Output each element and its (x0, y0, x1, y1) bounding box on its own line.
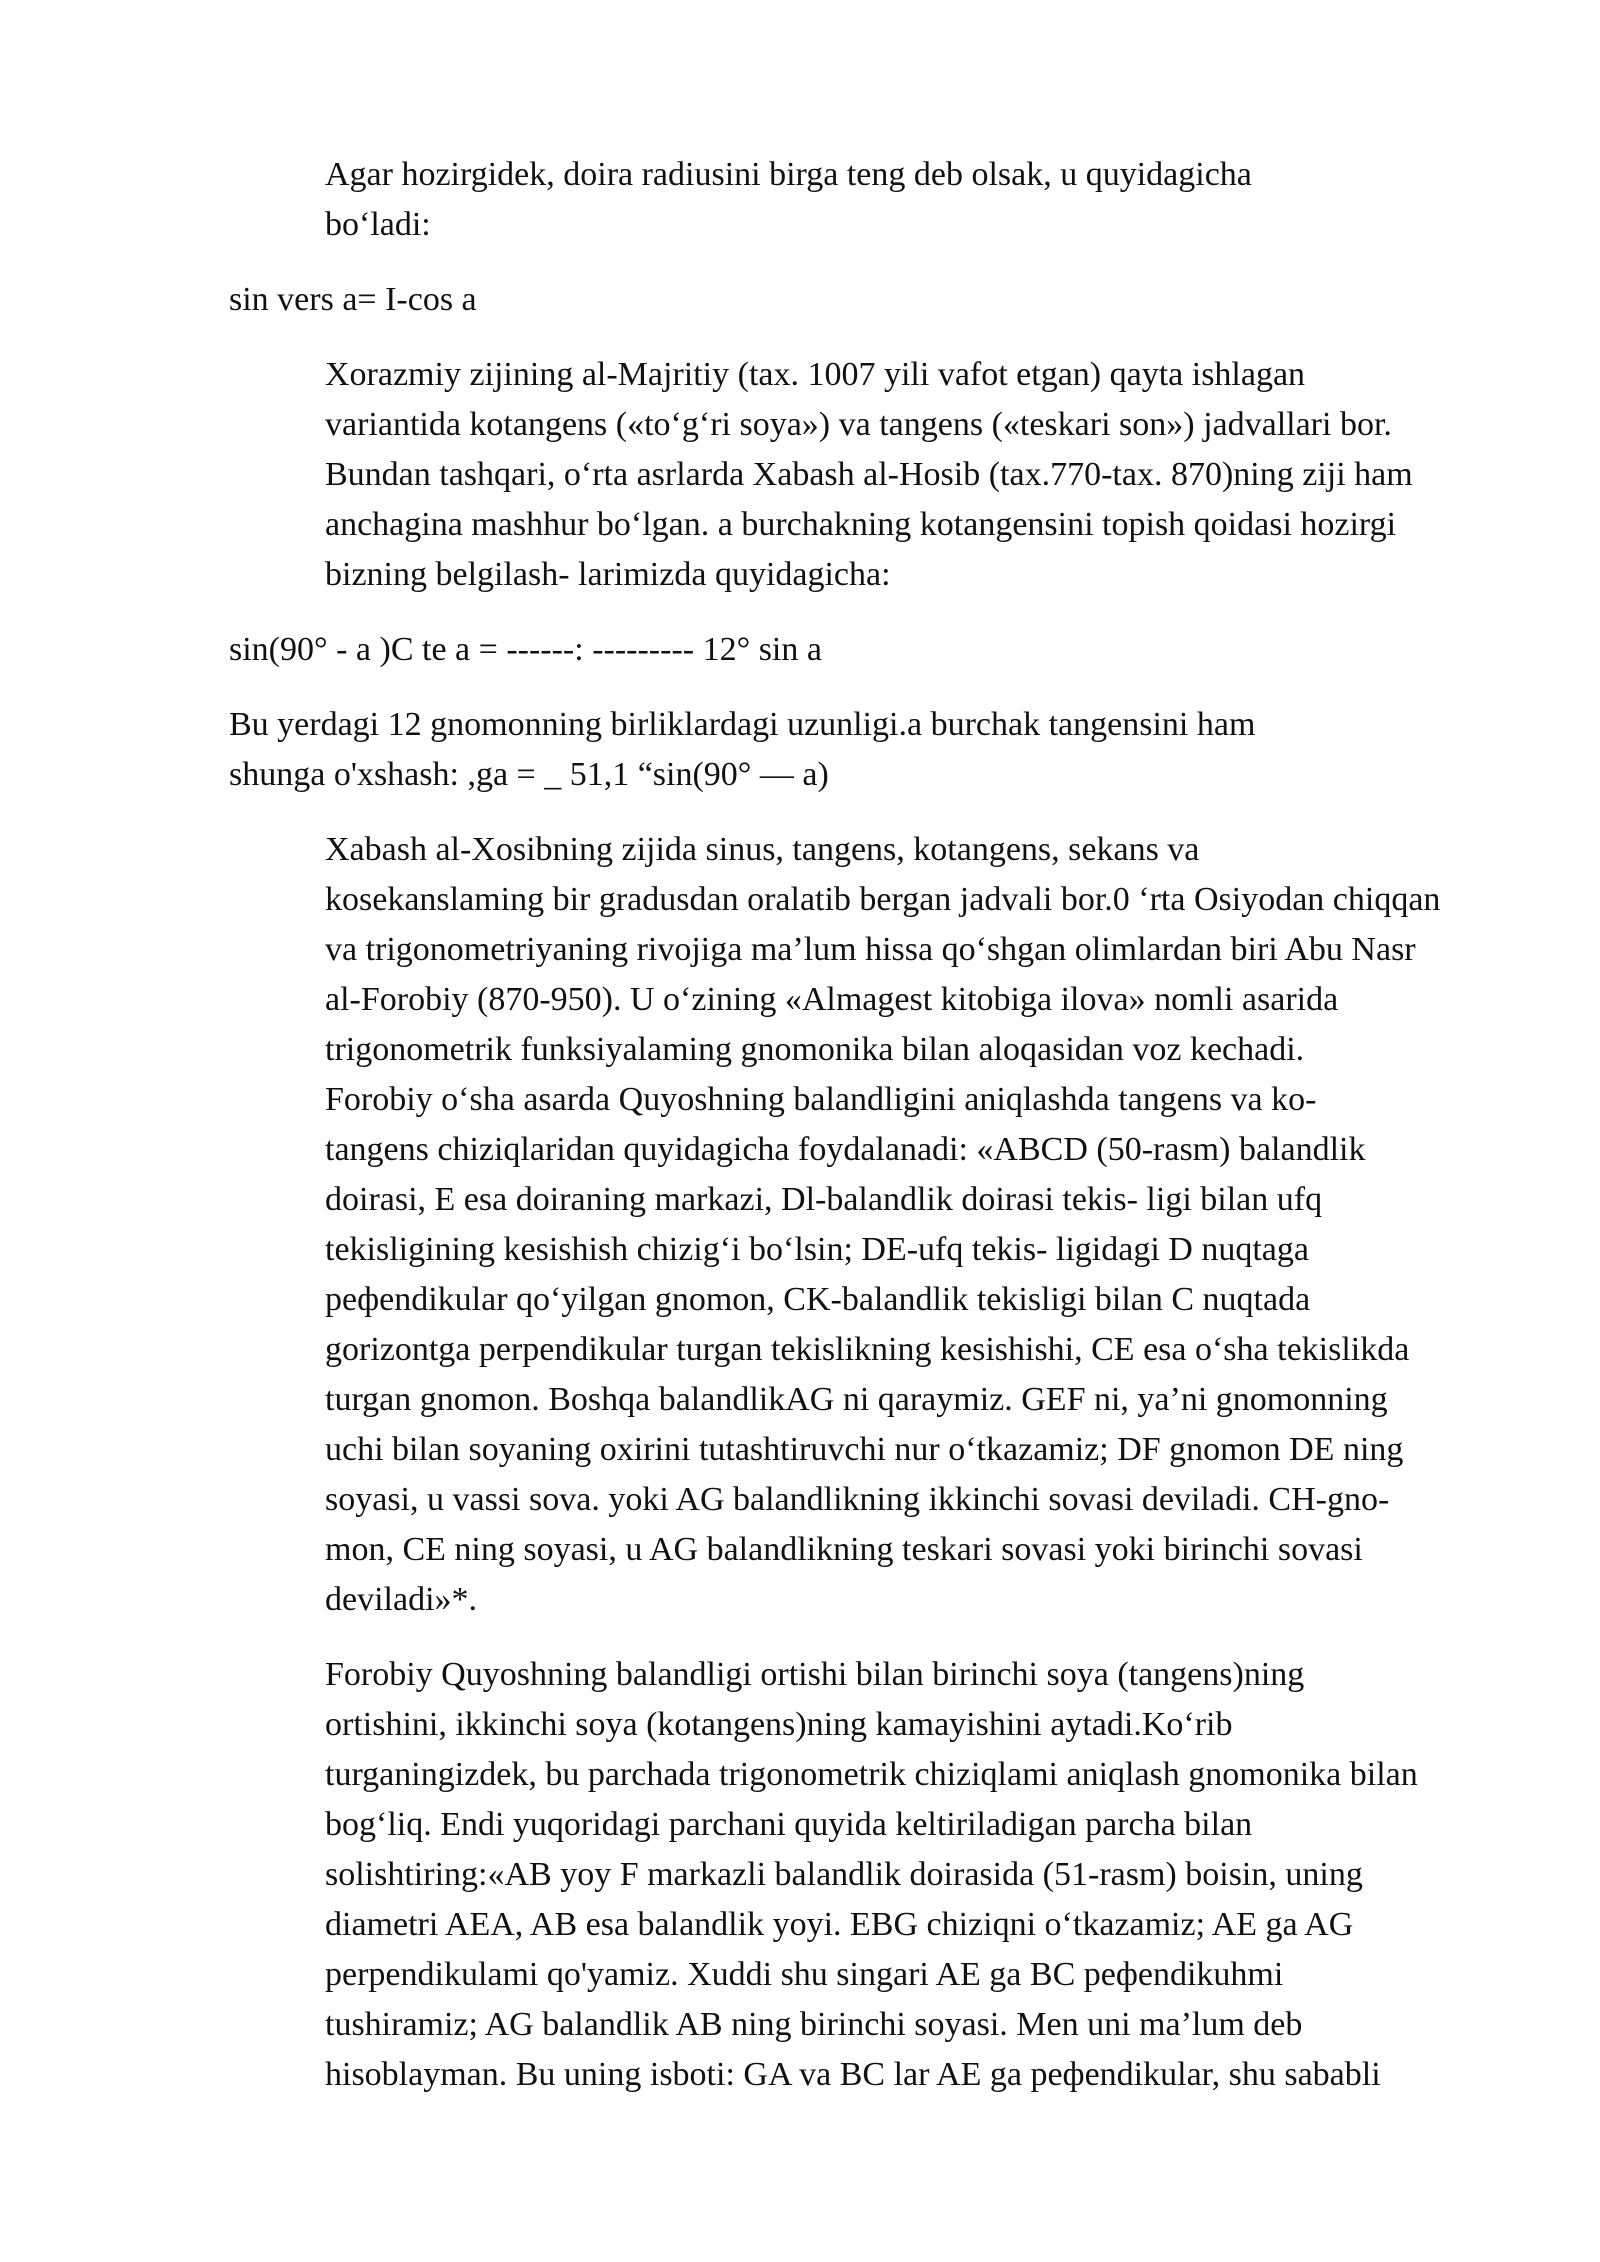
formula-sin-vers (229, 275, 1489, 325)
text-line: perpendikulami qo'yamiz. Xuddi shu singari AE ga BC peфendikuhmi (325, 1956, 1284, 1993)
text-line: bizning belgilash- larimizda quyidagicha: (325, 556, 891, 593)
paragraph-7 (229, 1650, 1489, 2100)
text-line: Agar hozirgidek, doira radiusini birga teng deb olsak, u quyidagicha (325, 156, 1252, 193)
text-line: tangens chiziqlaridan quyidagicha foydalanadi: «ABCD (50-rasm) balandlik (325, 1131, 1366, 1168)
text-line: mon, CE ning soyasi, u AG balandlikning teskari sovasi yoki birinchi sovasi (325, 1531, 1363, 1568)
text-line: tekisligining kesishish chizig‘i bo‘lsin; DE-ufq tekis- ligidagi D nuqtaga (325, 1231, 1309, 1268)
text-line: trigonometrik funksiyalaming gnomonika bilan aloqasidan voz kechadi. (325, 1031, 1305, 1068)
text-line: al-Forobiy (870-950). U o‘zining «Almagest kitobiga ilova» nomli asarida (325, 981, 1339, 1018)
text-line: turganingizdek, bu parchada trigonometrik chiziqlami aniqlash gnomonika bilan (325, 1756, 1418, 1793)
text-line: gorizontga perpendikular turgan tekislikning kesishishi, CE esa o‘sha tekislikda (325, 1331, 1410, 1368)
text-line: ortishini, ikkinchi soya (kotangens)ning kamayishini aytadi.Ko‘rib (325, 1706, 1233, 1743)
text-line: Bundan tashqari, o‘rta asrlarda Xabash al-Hosib (tax.770-tax. 870)ning ziji ham (325, 456, 1413, 493)
text-line: Forobiy o‘sha asarda Quyoshning balandligini aniqlashda tangens va ko- (325, 1081, 1317, 1118)
text-line: solishtiring:«AB yoy F markazli balandlik doirasida (51-rasm) boisin, uning (325, 1856, 1363, 1893)
text-line: diametri AEA, AB esa balandlik yoyi. EBG chiziqni o‘tkazamiz; AE ga AG (325, 1906, 1354, 1943)
text-line: Bu yerdagi 12 gnomonning birliklardagi uzunligi.a burchak tangensini ham (229, 706, 1256, 743)
paragraph-6 (229, 825, 1489, 1625)
text-line: Xabash al-Xosibning zijida sinus, tangens, kotangens, sekans va (325, 831, 1200, 868)
text-line: Forobiy Quyoshning balandligi ortishi bilan birinchi soya (tangens)ning (325, 1656, 1305, 1693)
text-line: uchi bilan soyaning oxirini tutashtiruvchi nur o‘tkazamiz; DF gnomon DE ning (325, 1431, 1404, 1468)
text-line: bo‘ladi: (325, 206, 431, 243)
text-line: turgan gnomon. Boshqa balandlikAG ni qaraymiz. GEF ni, ya’ni gnomonning (325, 1381, 1388, 1418)
text-line: Xorazmiy zijining al-Majritiy (tax. 1007 yili vafot etgan) qayta ishlagan (325, 356, 1306, 393)
text-line: peфendikular qo‘yilgan gnomon, CK-balandlik tekisligi bilan C nuqtada (325, 1281, 1311, 1318)
text-line: variantida kotangens («to‘g‘ri soya») va tangens («teskari son») jadvallari bor. (325, 406, 1392, 443)
text-line: hisoblayman. Bu uning isboti: GA va BC lar AE ga peфendikular, shu sababli (325, 2056, 1381, 2093)
formula-cotangent (229, 625, 1489, 675)
paragraph-1 (229, 150, 1489, 250)
paragraph-3 (229, 350, 1489, 600)
text-line: anchagina mashhur bo‘lgan. a burchakning kotangensini topish qoidasi hozirgi (325, 506, 1397, 543)
text-line: doirasi, E esa doiraning markazi, Dl-balandlik doirasi tekis- ligi bilan ufq (325, 1181, 1323, 1218)
text-line: shunga o'xshash: ,ga = _ 51,1 “sin(90° — a) (229, 756, 829, 793)
text-line: kosekanslaming bir gradusdan oralatib bergan jadvali bor.0 ‘rta Osiyodan chiqqan (325, 881, 1441, 918)
document-body (229, 150, 1489, 2125)
text-line: sin vers a= I-cos a (229, 281, 477, 318)
text-line: tushiramiz; AG balandlik AB ning birinchi soyasi. Men uni ma’lum deb (325, 2006, 1303, 2043)
text-line: va trigonometriyaning rivojiga ma’lum hissa qo‘shgan olimlardan biri Abu Nasr (325, 931, 1416, 968)
text-line: sin(90° - a )C te a = ------: --------- 12° sin a (229, 631, 822, 668)
text-line: bog‘liq. Endi yuqoridagi parchani quyida keltiriladigan parcha bilan (325, 1806, 1253, 1843)
paragraph-5 (229, 700, 1489, 800)
text-line: deviladi»*. (325, 1581, 478, 1618)
text-line: soyasi, u vassi sova. yoki AG balandlikning ikkinchi sovasi deviladi. CH-gno- (325, 1481, 1390, 1518)
